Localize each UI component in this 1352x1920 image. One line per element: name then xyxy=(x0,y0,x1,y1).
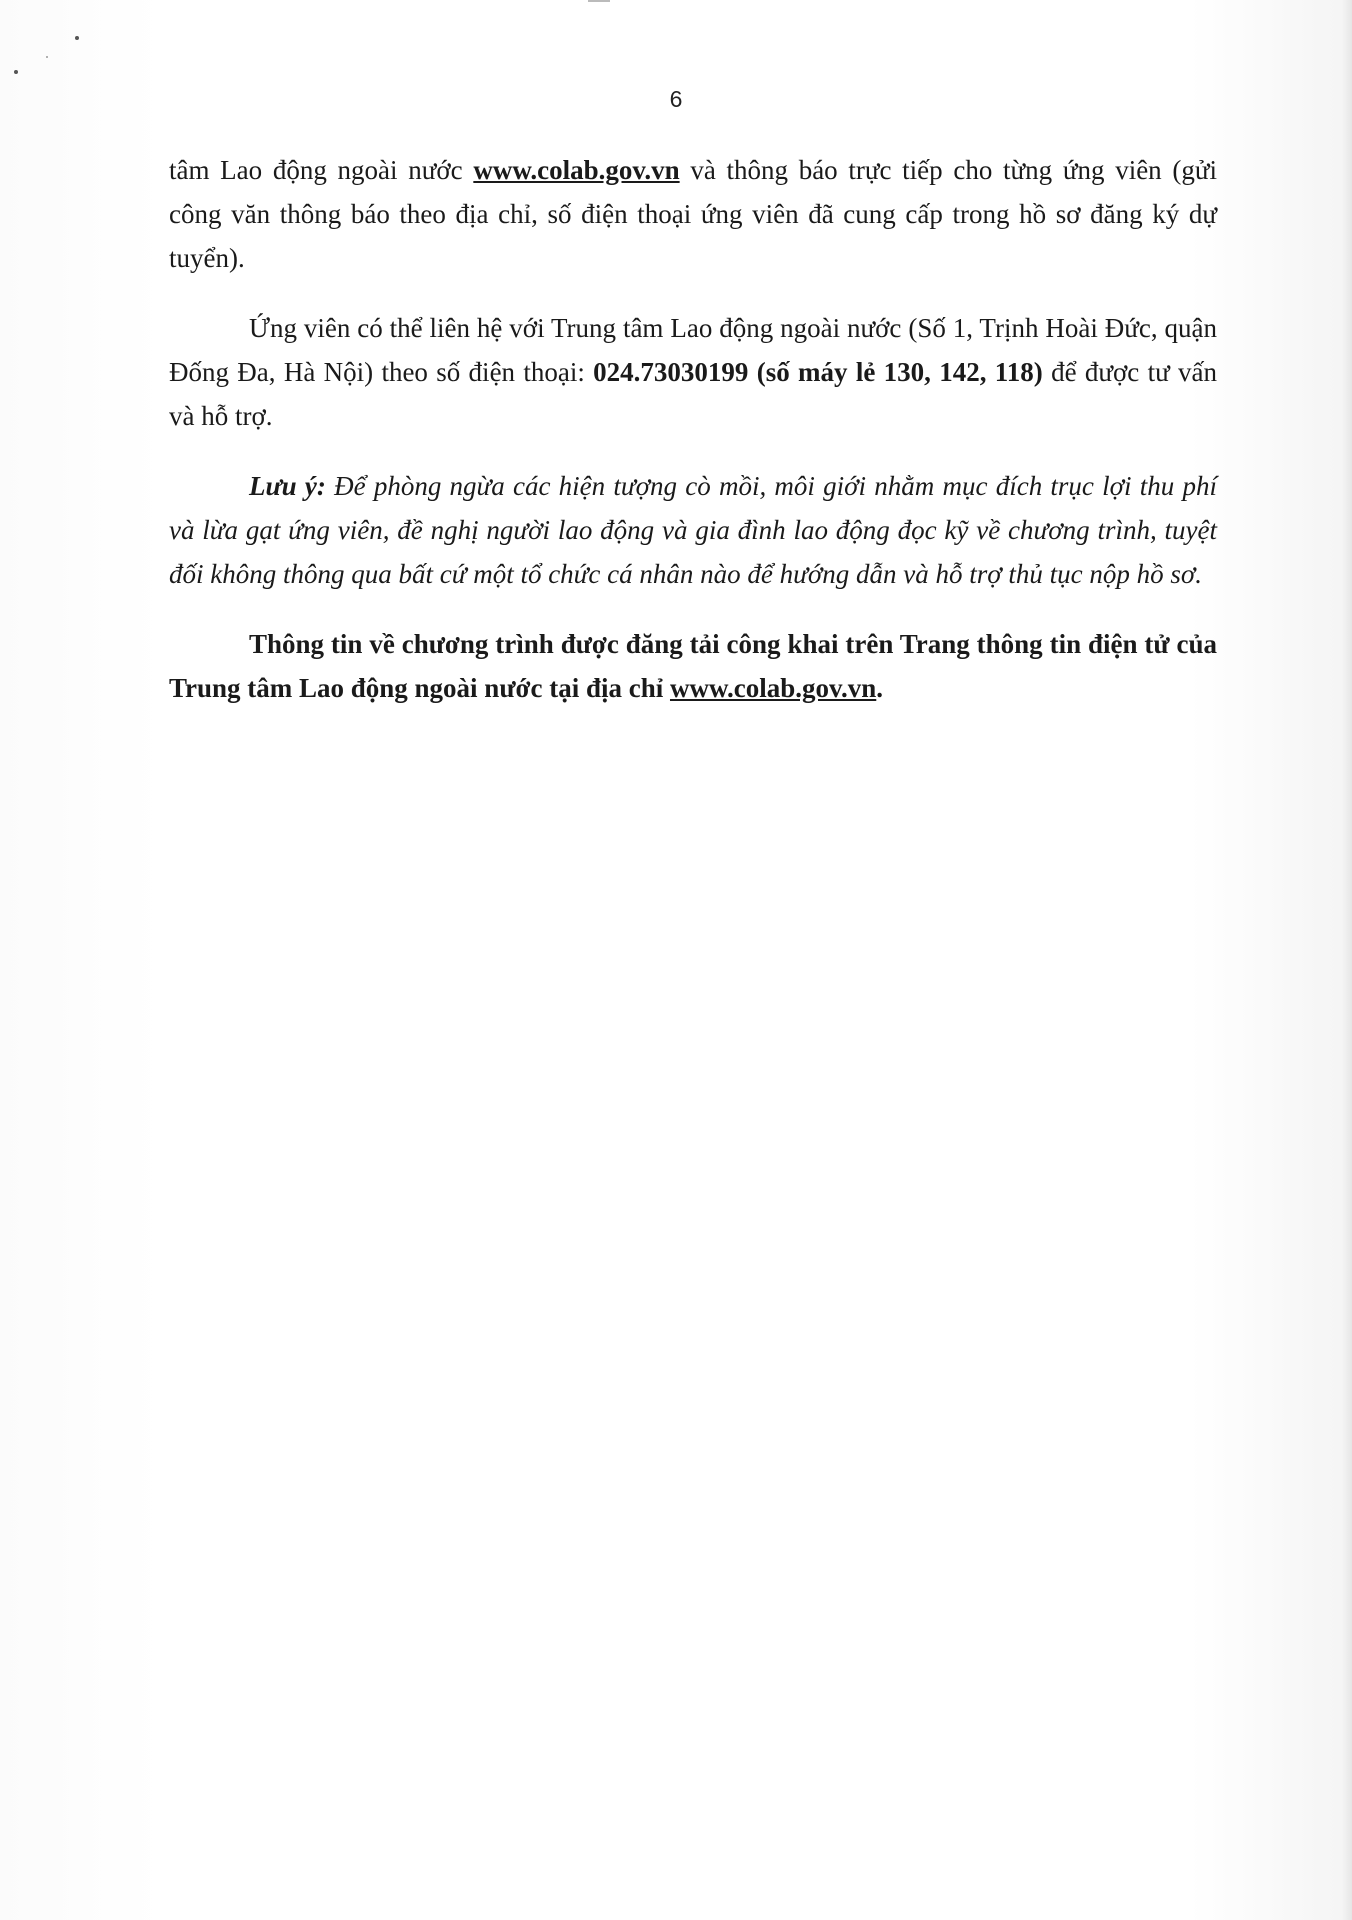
paragraph-contact-notice xyxy=(169,148,1217,280)
colab-website-link[interactable]: www.colab.gov.vn xyxy=(669,673,877,703)
page-number: 6 xyxy=(669,86,683,112)
paragraph-text: để được tư vấn và hỗ trợ. xyxy=(169,357,1218,431)
scan-speck xyxy=(75,36,79,40)
paragraph-end: . xyxy=(876,673,884,703)
colab-website-link[interactable]: www.colab.gov.vn xyxy=(473,155,680,185)
paragraph-warning-note xyxy=(169,464,1217,596)
scan-speck xyxy=(14,70,18,74)
note-text: Để phòng ngừa các hiện tượng cò mồi, môi giới nhằm mục đích trục lợi thu phí và lừa gạt ứng viên, đề nghị người lao động và gia đình lao động đọc kỹ về chương trình, tuyệt đối không thông qua bất cứ một tổ chức cá nhân nào để hướng dẫn và hỗ trợ thủ tục nộp hồ sơ. xyxy=(169,471,1217,589)
phone-number: 024.73030199 (số máy lẻ 130, 142, 118) xyxy=(593,357,1043,387)
paragraph-text: và thông báo trực tiếp cho từng ứng viên (gửi công văn thông báo theo địa chỉ, số điện thoại ứng viên đã cung cấp trong hồ sơ đăng ký dự tuyển). xyxy=(169,155,1217,273)
paragraph-info-published xyxy=(169,622,1217,710)
note-label: Lưu ý: xyxy=(249,471,326,501)
scan-mark xyxy=(588,0,610,2)
document-body xyxy=(169,148,1217,736)
scan-edge-shadow xyxy=(1342,0,1352,1920)
paragraph-contact-phone xyxy=(169,306,1217,438)
scan-speck xyxy=(46,56,48,58)
paragraph-text: tâm Lao động ngoài nước xyxy=(169,155,474,185)
paragraph-text: Thông tin về chương trình được đăng tải công khai trên Trang thông tin điện tử của Trung tâm Lao động ngoài nước tại địa chỉ xyxy=(169,629,1217,703)
paragraph-text: Ứng viên có thể liên hệ với Trung tâm Lao động ngoài nước (Số 1, Trịnh Hoài Đức, quận Đống Đa, Hà Nội) theo số điện thoại: xyxy=(169,313,1217,387)
